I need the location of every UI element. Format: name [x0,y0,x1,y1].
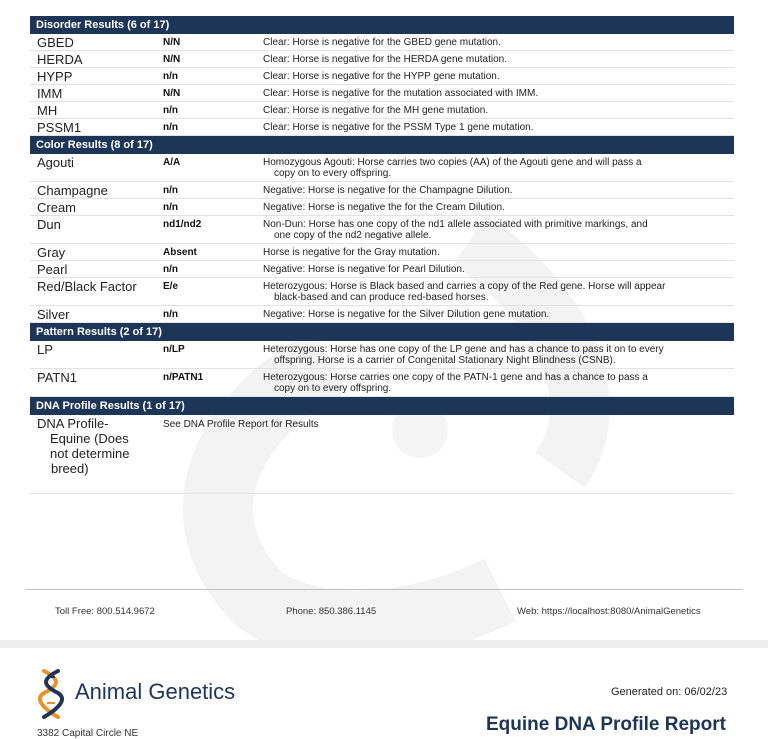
results-content [30,16,734,494]
test-name: PATN1 [37,370,77,385]
test-name: DNA Profile- Equine (Does not determine breed) [37,416,130,476]
table-row [30,119,734,136]
result-description: Clear: Horse is negative for the HERDA gene mutation. [263,54,508,65]
test-name: HYPP [37,69,73,84]
phone-number: Phone: 850.386.1145 [286,606,377,617]
test-name: Pearl [37,262,68,277]
website-link[interactable]: Web: https://localhost:8080/AnimalGenetics [517,606,701,617]
table-row [30,261,734,278]
pattern-results-table [30,341,734,397]
table-row [30,216,734,244]
table-row [30,244,734,261]
genotype: n/n [163,309,178,320]
genotype: n/n [163,122,178,133]
table-row [30,415,734,494]
result-description: Negative: Horse is negative for Pearl Dilution. [263,264,465,275]
table-row [30,154,734,182]
result-description: Horse is negative for the Gray mutation. [263,247,440,258]
toll-free-number: Toll Free: 800.514.9672 [55,606,155,617]
genotype: n/n [163,202,178,213]
table-row [30,306,734,323]
result-description: Heterozygous: Horse is Black based and carries a copy of the Red gene. Horse will appear black-based and can produce red-based horses. [263,281,666,303]
test-name: GBED [37,35,74,50]
color-results-table [30,154,734,323]
color-results-header: Color Results (8 of 17) [30,136,734,154]
genotype: n/n [163,185,178,196]
result-description: Heterozygous: Horse has one copy of the LP gene and has a chance to pass it on to every offspring. Horse is a carrier of Congenital Stationary Night Blindness (CSNB). [263,344,664,366]
dna-helix-logo-icon [38,669,66,719]
table-row [30,182,734,199]
result-description: Clear: Horse is negative for the PSSM Type 1 gene mutation. [263,122,534,133]
report-title: Equine DNA Profile Report [486,714,726,735]
genotype: N/N [163,88,181,99]
test-name: Champagne [37,183,108,198]
result-description: Clear: Horse is negative for the HYPP gene mutation. [263,71,500,82]
result-description: Negative: Horse is negative for the Champagne Dilution. [263,185,513,196]
test-name: Red/Black Factor [37,279,137,294]
result-description: Heterozygous: Horse carries one copy of the PATN-1 gene and has a chance to pass a copy on to every offspring. [263,372,648,394]
test-name: Agouti [37,155,74,170]
genotype: n/LP [163,344,185,355]
genotype: n/PATN1 [163,372,204,383]
genotype: E/e [163,281,179,292]
test-name: LP [37,342,53,357]
test-name: Silver [37,307,70,322]
table-row [30,68,734,85]
dna-profile-results-header: DNA Profile Results (1 of 17) [30,397,734,415]
result-description: Negative: Horse is negative the for the Cream Dilution. [263,202,505,213]
genotype: n/n [163,71,178,82]
genotype: A/A [163,157,181,168]
result-description: Clear: Horse is negative for the MH gene mutation. [263,105,489,116]
table-row [30,34,734,51]
result-description: See DNA Profile Report for Results [163,419,319,430]
result-description: Homozygous Agouti: Horse carries two copies (AA) of the Agouti gene and will pass a copy on to every offspring. [263,157,642,179]
genotype: Absent [163,247,197,258]
genotype: N/N [163,37,181,48]
table-row [30,85,734,102]
test-name: MH [37,103,58,118]
pattern-results-header: Pattern Results (2 of 17) [30,323,734,341]
table-row [30,278,734,306]
footer-divider [26,589,742,590]
result-description: Negative: Horse is negative for the Silver Dilution gene mutation. [263,309,550,320]
table-row [30,341,734,369]
table-row [30,102,734,119]
genotype: n/n [163,264,178,275]
disorder-results-table [30,34,734,136]
test-name: HERDA [37,52,83,67]
table-row [30,51,734,68]
genotype: N/N [163,54,181,65]
result-description: Non-Dun: Horse has one copy of the nd1 allele associated with primitive markings, and one copy of the nd2 negative allele. [263,219,648,241]
test-name: PSSM1 [37,120,82,135]
genotype: n/n [163,105,178,116]
result-description: Clear: Horse is negative for the mutation associated with IMM. [263,88,539,99]
table-row [30,369,734,397]
test-name: Dun [37,217,61,232]
company-address: 3382 Capital Circle NE [37,728,139,739]
result-description: Clear: Horse is negative for the GBED gene mutation. [263,37,501,48]
company-name: Animal Genetics [75,679,236,704]
disorder-results-header: Disorder Results (6 of 17) [30,16,734,34]
test-name: Gray [37,245,66,260]
test-name: Cream [37,200,77,215]
page-break-band [0,640,768,648]
genotype: nd1/nd2 [163,219,202,230]
test-name: IMM [37,86,63,101]
table-row [30,199,734,216]
generated-date: Generated on: 06/02/23 [611,686,728,698]
